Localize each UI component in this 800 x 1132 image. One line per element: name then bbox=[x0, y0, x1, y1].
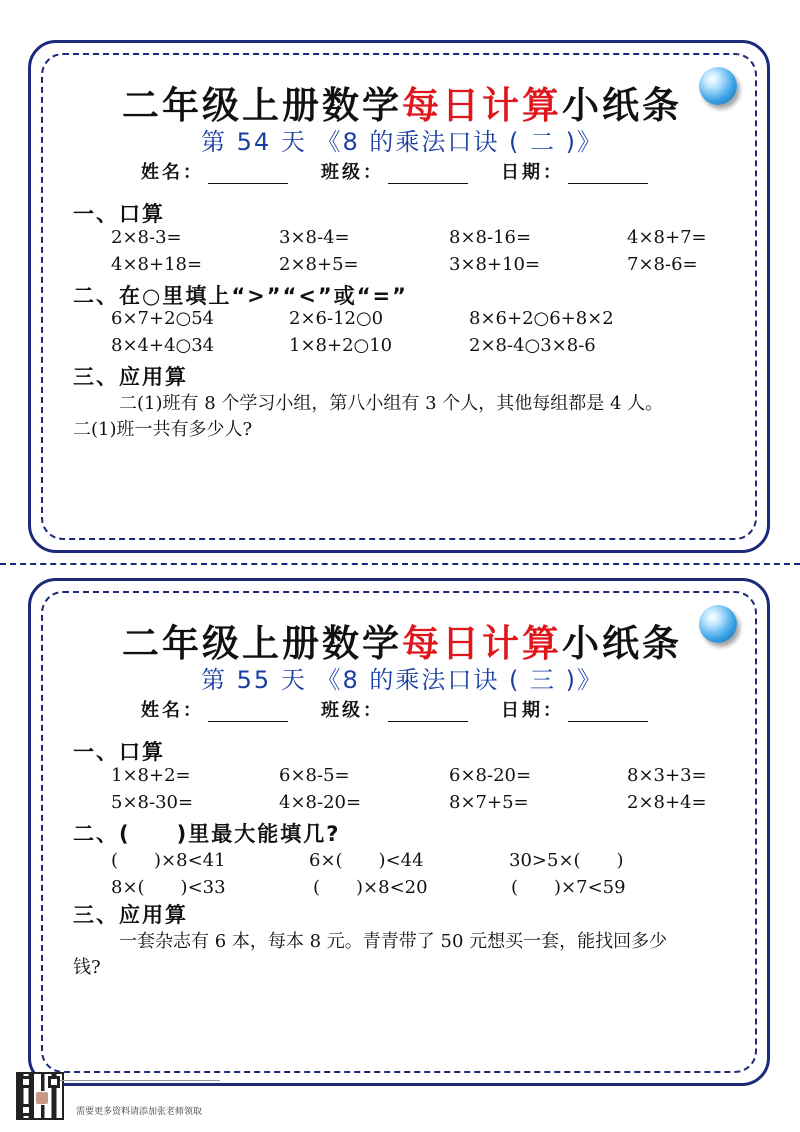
oral-problem: 2×8+5= bbox=[279, 254, 359, 275]
name-label: 姓名： bbox=[141, 700, 204, 721]
oral-problem: 6×8-5= bbox=[279, 765, 350, 786]
oral-problem: 4×8+7= bbox=[627, 227, 707, 248]
section-word-problem-heading: 三、应用算 bbox=[73, 365, 188, 389]
oral-problem: 7×8-6= bbox=[627, 254, 698, 275]
cut-line bbox=[0, 563, 800, 565]
blue-ball-icon bbox=[699, 67, 737, 105]
word-problem-line: 二(1)班有 8 个学习小组，第八小组有 3 个人，其他每组都是 4 人。 bbox=[119, 393, 664, 414]
section-compare-heading: 二、在○里填上“>”“<”或“=” bbox=[73, 284, 408, 308]
blue-ball-icon bbox=[699, 605, 737, 643]
oral-problem: 8×7+5= bbox=[449, 792, 529, 813]
footer-divider bbox=[60, 1080, 220, 1081]
card-title bbox=[31, 75, 773, 129]
name-field[interactable] bbox=[141, 158, 288, 184]
date-field[interactable] bbox=[501, 158, 648, 184]
title-prefix: 二年级上册数学 bbox=[122, 622, 402, 665]
section-oral-heading: 一、口算 bbox=[73, 740, 165, 764]
footer-note: 需要更多资料请添加张老师领取 bbox=[76, 1107, 203, 1117]
fill-problem: ( )×8<20 bbox=[313, 877, 428, 898]
compare-problem: 8×4+4○34 bbox=[111, 335, 215, 356]
card-subtitle: 第 54 天 《8 的乘法口诀 ( 二 )》 bbox=[201, 128, 603, 156]
name-field[interactable] bbox=[141, 696, 288, 722]
fill-problem: ( )×8<41 bbox=[111, 850, 226, 871]
oral-problem: 2×8-3= bbox=[111, 227, 182, 248]
date-label: 日期： bbox=[501, 162, 564, 183]
oral-problem: 6×8-20= bbox=[449, 765, 532, 786]
compare-problem: 6×7+2○54 bbox=[111, 308, 215, 329]
compare-problem: 2×8-4○3×8-6 bbox=[469, 335, 596, 356]
oral-problem: 8×8-16= bbox=[449, 227, 532, 248]
avatar bbox=[35, 1091, 49, 1105]
name-label: 姓名： bbox=[141, 162, 204, 183]
class-field[interactable] bbox=[321, 696, 468, 722]
date-field[interactable] bbox=[501, 696, 648, 722]
title-highlight: 每日计算 bbox=[402, 622, 562, 665]
date-label: 日期： bbox=[501, 700, 564, 721]
word-problem-line: 一套杂志有 6 本，每本 8 元。青青带了 50 元想买一套，能找回多少 bbox=[119, 931, 668, 952]
title-prefix: 二年级上册数学 bbox=[122, 84, 402, 127]
title-suffix: 小纸条 bbox=[562, 84, 682, 127]
card-title bbox=[31, 613, 773, 667]
section-fill-heading: 二、( )里最大能填几? bbox=[73, 822, 341, 846]
class-label: 班级： bbox=[321, 700, 384, 721]
compare-problem: 2×6-12○0 bbox=[289, 308, 384, 329]
oral-problem: 4×8+18= bbox=[111, 254, 203, 275]
compare-problem: 8×6+2○6+8×2 bbox=[469, 308, 614, 329]
section-oral-heading: 一、口算 bbox=[73, 202, 165, 226]
word-problem-line: 二(1)班一共有多少人? bbox=[73, 419, 253, 440]
fill-problem: 8×( )<33 bbox=[111, 877, 226, 898]
word-problem-line: 钱? bbox=[73, 957, 101, 978]
oral-problem: 4×8-20= bbox=[279, 792, 362, 813]
section-word-problem-heading: 三、应用算 bbox=[73, 903, 188, 927]
fill-problem: 6×( )<44 bbox=[309, 850, 424, 871]
oral-problem: 5×8-30= bbox=[111, 792, 194, 813]
class-label: 班级： bbox=[321, 162, 384, 183]
title-suffix: 小纸条 bbox=[562, 622, 682, 665]
oral-problem: 1×8+2= bbox=[111, 765, 191, 786]
oral-problem: 8×3+3= bbox=[627, 765, 707, 786]
qr-code-icon bbox=[16, 1072, 64, 1120]
oral-problem: 3×8+10= bbox=[449, 254, 541, 275]
class-field[interactable] bbox=[321, 158, 468, 184]
worksheet-card-day54 bbox=[28, 40, 770, 553]
oral-problem: 2×8+4= bbox=[627, 792, 707, 813]
title-highlight: 每日计算 bbox=[402, 84, 562, 127]
oral-problem: 3×8-4= bbox=[279, 227, 350, 248]
fill-problem: 30>5×( ) bbox=[509, 850, 624, 871]
worksheet-card-day55 bbox=[28, 578, 770, 1086]
compare-problem: 1×8+2○10 bbox=[289, 335, 393, 356]
fill-problem: ( )×7<59 bbox=[511, 877, 626, 898]
card-subtitle: 第 55 天 《8 的乘法口诀 ( 三 )》 bbox=[201, 666, 603, 694]
